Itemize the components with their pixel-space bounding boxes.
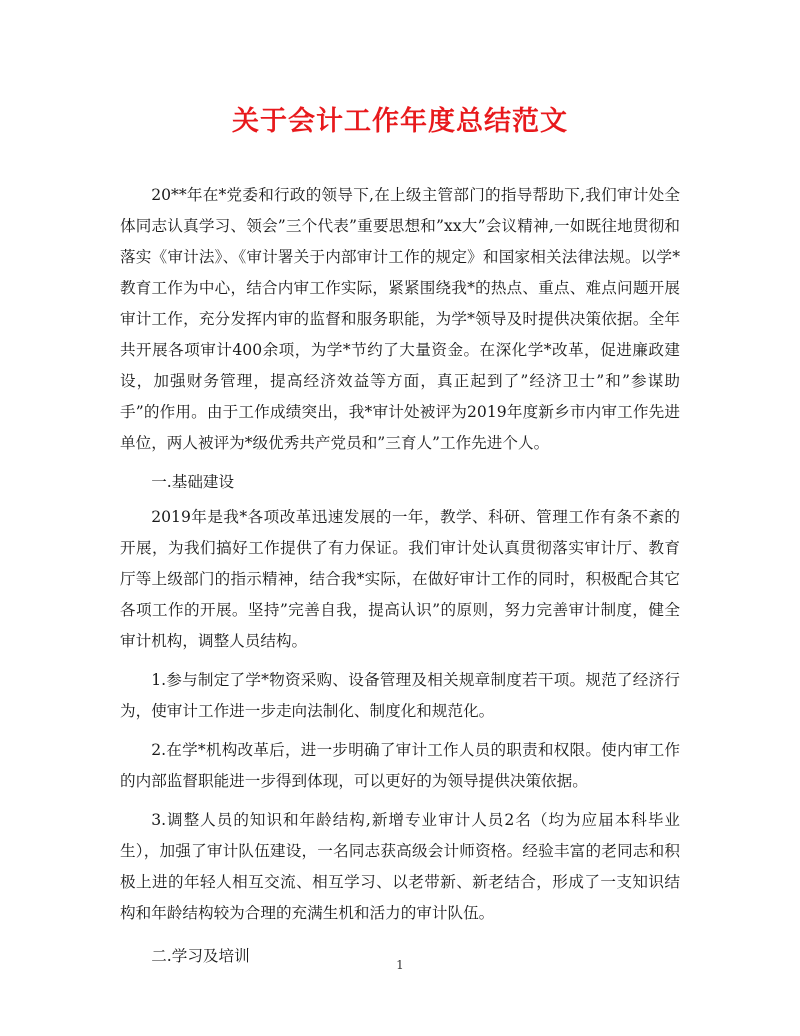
section-heading-study-training: 二.学习及培训 (151, 947, 250, 965)
document-title: 关于会计工作年度总结范文 (232, 106, 568, 137)
intro-paragraph: 20**年在*党委和行政的领导下,在上级主管部门的指导帮助下,我们审计处全体同志认真学习、领会”三个代表”重要思想和”xx大”会议精神,一如既往地贯彻和落实《审计法》、《审计署关于内部审计工作的规定》和国家相关法律法规。以学*教育工作为中心，结合内审工作实际，紧紧围绕我*的热点、重点、难点问题开展审计工作，充分发挥内审的监督和服务职能，为学*领导及时提供决策依据。全年共开展各项审计400余项，为学*节约了大量资金。在深化学*改革，促进廉政建设，加强财务管理，提高经济效益等方面，真正起到了”经济卫士”和”参谋助手”的作用。由于工作成绩突出，我*审计处被评为2019年度新乡市内审工作先进单位，两人被评为*级优秀共产党员和”三育人”工作先进个人。 (120, 186, 680, 452)
list-item: 1.参与制定了学*物资采购、设备管理及相关规章制度若干项。规范了经济行为，使审计工作进一步走向法制化、制度化和规范化。 (120, 671, 680, 720)
list-item: 3.调整人员的知识和年龄结构,新增专业审计人员2名（均为应届本科毕业生），加强了审计队伍建设，一名同志获高级会计师资格。经验丰富的老同志和积极上进的年轻人相互交流、相互学习、以老带新、新老结合，形成了一支知识结构和年龄结构较为合理的充满生机和活力的审计队伍。 (120, 811, 680, 922)
section-heading-basic-construction: 一.基础建设 (151, 473, 235, 491)
document-body (120, 180, 680, 972)
list-item: 2.在学*机构改革后，进一步明确了审计工作人员的职责和权限。使内审工作的内部监督职能进一步得到体现，可以更好的为领导提供决策依据。 (120, 741, 680, 790)
section1-intro-paragraph: 2019年是我*各项改革迅速发展的一年，教学、科研、管理工作有条不紊的开展，为我们搞好工作提供了有力保证。我们审计处认真贯彻落实审计厅、教育厅等上级部门的指示精神，结合我*实际，在做好审计工作的同时，积极配合其它各项工作的开展。坚持”完善自我，提高认识”的原则，努力完善审计制度，健全审计机构，调整人员结构。 (120, 508, 680, 650)
page-number: 1 (396, 958, 404, 972)
